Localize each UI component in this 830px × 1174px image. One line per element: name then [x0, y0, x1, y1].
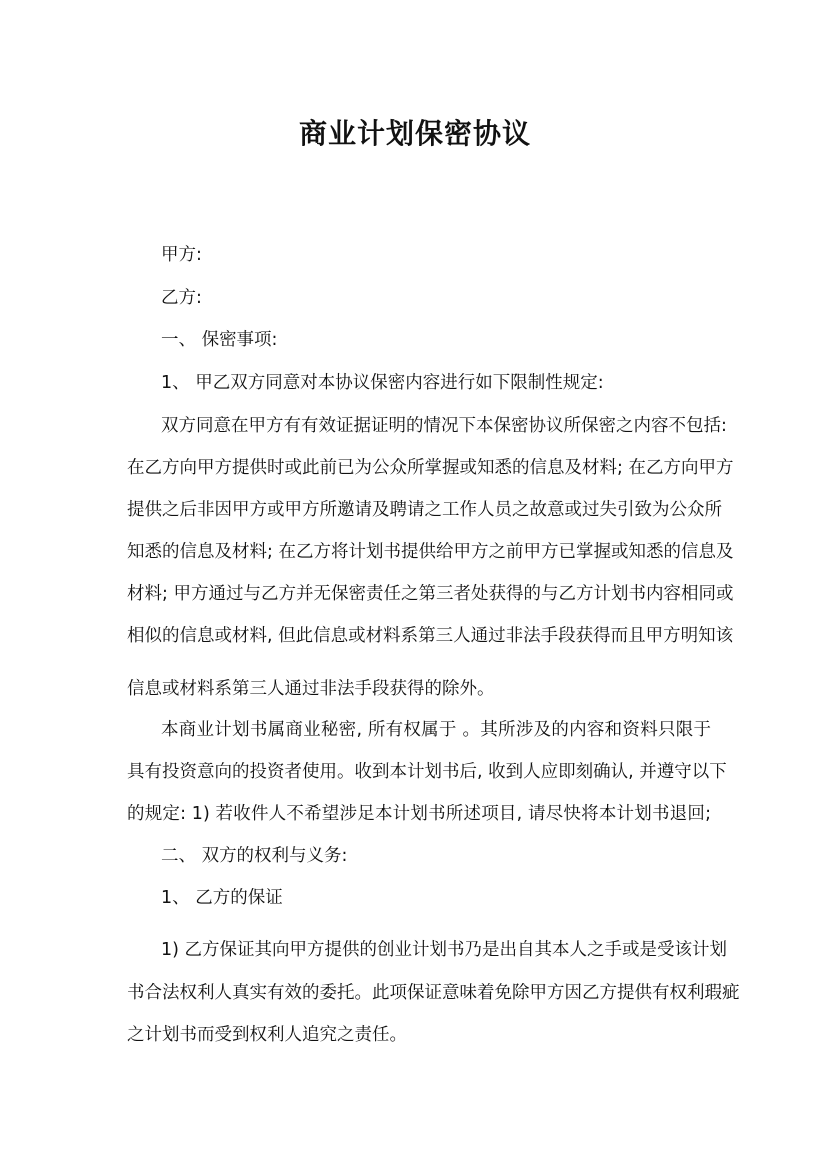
- party-b-label: 乙方:: [161, 288, 202, 308]
- party-a-label: 甲方:: [161, 245, 202, 265]
- paragraph-line: 书合法权利人真实有效的委托。此项保证意味着免除甲方因乙方提供有权利瑕疵: [127, 983, 740, 1003]
- paragraph-line: 双方同意在甲方有有效证据证明的情况下本保密协议所保密之内容不包括:: [161, 416, 727, 436]
- section-heading: 二、 双方的权利与义务:: [161, 846, 348, 866]
- paragraph-line: 之计划书而受到权利人追究之责任。: [127, 1025, 407, 1045]
- paragraph-line: 具有投资意向的投资者使用。收到本计划书后, 收到人应即刻确认, 并遵守以下: [127, 762, 727, 782]
- section-heading: 一、 保密事项:: [161, 330, 278, 350]
- paragraph-line: 相似的信息或材料, 但此信息或材料系第三人通过非法手段获得而且甲方明知该: [127, 626, 734, 646]
- paragraph-line: 提供之后非因甲方或甲方所邀请及聘请之工作人员之故意或过失引致为公众所: [127, 500, 722, 520]
- paragraph-line: 在乙方向甲方提供时或此前已为公众所掌握或知悉的信息及材料; 在乙方向甲方: [127, 458, 734, 478]
- clause-heading: 1、 甲乙双方同意对本协议保密内容进行如下限制性规定:: [161, 373, 604, 393]
- paragraph-line: 信息或材料系第三人通过非法手段获得的除外。: [127, 679, 495, 699]
- clause-heading: 1、 乙方的保证: [161, 888, 283, 908]
- paragraph-line: 材料; 甲方通过与乙方并无保密责任之第三者处获得的与乙方计划书内容相同或: [127, 584, 734, 604]
- document-title: 商业计划保密协议: [298, 117, 531, 150]
- paragraph-line: 1) 乙方保证其向甲方提供的创业计划书乃是出自其本人之手或是受该计划: [161, 940, 728, 960]
- paragraph-line: 本商业计划书属商业秘密, 所有权属于 。其所涉及的内容和资料只限于: [161, 720, 711, 740]
- paragraph-line: 知悉的信息及材料; 在乙方将计划书提供给甲方之前甲方已掌握或知悉的信息及: [127, 542, 734, 562]
- paragraph-line: 的规定: 1) 若收件人不希望涉足本计划书所述项目, 请尽快将本计划书退回;: [127, 804, 711, 824]
